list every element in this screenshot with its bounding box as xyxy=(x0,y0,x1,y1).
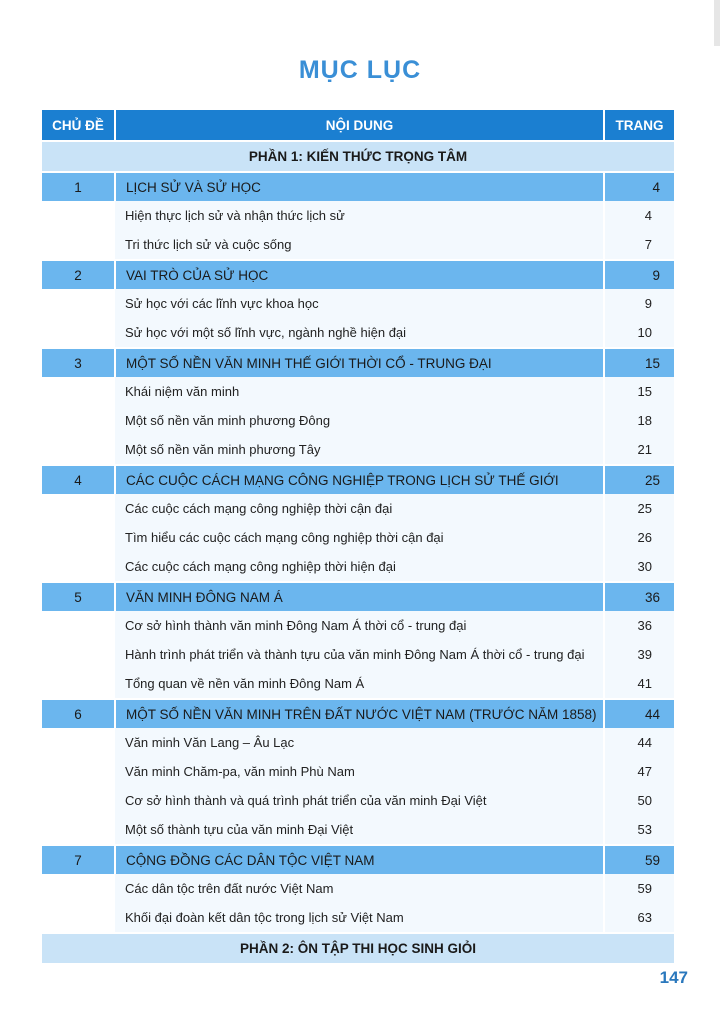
item-title: Cơ sở hình thành và quá trình phát triển của văn minh Đại Việt xyxy=(115,786,604,815)
item-row[interactable] xyxy=(42,640,674,669)
item-spacer xyxy=(42,494,115,523)
item-row[interactable] xyxy=(42,494,674,523)
item-title: Sử học với một số lĩnh vực, ngành nghề hiện đại xyxy=(115,318,604,348)
item-row[interactable] xyxy=(42,318,674,348)
header-content: NỘI DUNG xyxy=(115,110,604,141)
item-page: 9 xyxy=(604,289,674,318)
topic-page: 36 xyxy=(604,582,674,611)
item-page: 36 xyxy=(604,611,674,640)
header-topic: CHỦ ĐỀ xyxy=(42,110,115,141)
header-page: TRANG xyxy=(604,110,674,141)
item-spacer xyxy=(42,786,115,815)
item-page: 7 xyxy=(604,230,674,260)
item-page: 53 xyxy=(604,815,674,845)
item-page: 47 xyxy=(604,757,674,786)
item-row[interactable] xyxy=(42,903,674,933)
topic-page: 15 xyxy=(604,348,674,377)
part-2-row xyxy=(42,933,674,963)
item-row[interactable] xyxy=(42,377,674,406)
item-spacer xyxy=(42,552,115,582)
item-row[interactable] xyxy=(42,611,674,640)
part-1-row xyxy=(42,141,674,172)
item-page: 30 xyxy=(604,552,674,582)
topic-title: MỘT SỐ NỀN VĂN MINH TRÊN ĐẤT NƯỚC VIỆT NAM (TRƯỚC NĂM 1858) xyxy=(115,699,604,728)
item-title: Các cuộc cách mạng công nghiệp thời cận đại xyxy=(115,494,604,523)
item-title: Tri thức lịch sử và cuộc sống xyxy=(115,230,604,260)
item-title: Cơ sở hình thành văn minh Đông Nam Á thời cổ - trung đại xyxy=(115,611,604,640)
item-page: 44 xyxy=(604,728,674,757)
item-spacer xyxy=(42,903,115,933)
item-page: 63 xyxy=(604,903,674,933)
item-row[interactable] xyxy=(42,406,674,435)
item-page: 39 xyxy=(604,640,674,669)
table-of-contents xyxy=(42,110,674,963)
item-title: Hành trình phát triển và thành tựu của văn minh Đông Nam Á thời cổ - trung đại xyxy=(115,640,604,669)
item-row[interactable] xyxy=(42,201,674,230)
item-row[interactable] xyxy=(42,230,674,260)
topic-row[interactable] xyxy=(42,348,674,377)
item-spacer xyxy=(42,669,115,699)
topic-title: LỊCH SỬ VÀ SỬ HỌC xyxy=(115,172,604,201)
topic-number: 7 xyxy=(42,845,115,874)
item-page: 59 xyxy=(604,874,674,903)
item-row[interactable] xyxy=(42,786,674,815)
item-title: Một số nền văn minh phương Tây xyxy=(115,435,604,465)
topic-page: 25 xyxy=(604,465,674,494)
item-page: 25 xyxy=(604,494,674,523)
item-title: Các dân tộc trên đất nước Việt Nam xyxy=(115,874,604,903)
item-page: 10 xyxy=(604,318,674,348)
item-row[interactable] xyxy=(42,815,674,845)
topic-number: 4 xyxy=(42,465,115,494)
item-row[interactable] xyxy=(42,523,674,552)
topic-number: 5 xyxy=(42,582,115,611)
item-title: Khối đại đoàn kết dân tộc trong lịch sử Việt Nam xyxy=(115,903,604,933)
item-spacer xyxy=(42,815,115,845)
item-spacer xyxy=(42,201,115,230)
topic-page: 9 xyxy=(604,260,674,289)
item-page: 50 xyxy=(604,786,674,815)
item-row[interactable] xyxy=(42,669,674,699)
topic-row[interactable] xyxy=(42,699,674,728)
item-row[interactable] xyxy=(42,435,674,465)
topic-title: CỘNG ĐỒNG CÁC DÂN TỘC VIỆT NAM xyxy=(115,845,604,874)
item-title: Khái niệm văn minh xyxy=(115,377,604,406)
topic-number: 1 xyxy=(42,172,115,201)
table-header-row xyxy=(42,110,674,141)
item-page: 4 xyxy=(604,201,674,230)
item-title: Các cuộc cách mạng công nghiệp thời hiện đại xyxy=(115,552,604,582)
item-page: 15 xyxy=(604,377,674,406)
item-spacer xyxy=(42,435,115,465)
item-row[interactable] xyxy=(42,728,674,757)
topic-number: 2 xyxy=(42,260,115,289)
item-title: Một số nền văn minh phương Đông xyxy=(115,406,604,435)
topic-row[interactable] xyxy=(42,465,674,494)
item-title: Một số thành tựu của văn minh Đại Việt xyxy=(115,815,604,845)
item-page: 21 xyxy=(604,435,674,465)
item-spacer xyxy=(42,523,115,552)
topic-page: 4 xyxy=(604,172,674,201)
item-title: Tổng quan về nền văn minh Đông Nam Á xyxy=(115,669,604,699)
topic-title: MỘT SỐ NỀN VĂN MINH THẾ GIỚI THỜI CỔ - TRUNG ĐẠI xyxy=(115,348,604,377)
item-row[interactable] xyxy=(42,289,674,318)
topic-title: CÁC CUỘC CÁCH MẠNG CÔNG NGHIỆP TRONG LỊCH SỬ THẾ GIỚI xyxy=(115,465,604,494)
item-page: 18 xyxy=(604,406,674,435)
topic-row[interactable] xyxy=(42,172,674,201)
part-1-label: PHẦN 1: KIẾN THỨC TRỌNG TÂM xyxy=(42,141,674,172)
item-spacer xyxy=(42,318,115,348)
item-page: 41 xyxy=(604,669,674,699)
topic-number: 6 xyxy=(42,699,115,728)
item-title: Văn minh Chăm-pa, văn minh Phù Nam xyxy=(115,757,604,786)
topic-title: VAI TRÒ CỦA SỬ HỌC xyxy=(115,260,604,289)
item-spacer xyxy=(42,728,115,757)
page-edge-mark xyxy=(714,0,720,46)
item-spacer xyxy=(42,377,115,406)
topic-page: 44 xyxy=(604,699,674,728)
item-row[interactable] xyxy=(42,874,674,903)
item-spacer xyxy=(42,874,115,903)
topic-page: 59 xyxy=(604,845,674,874)
topic-title: VĂN MINH ĐÔNG NAM Á xyxy=(115,582,604,611)
item-title: Hiện thực lịch sử và nhận thức lịch sử xyxy=(115,201,604,230)
item-spacer xyxy=(42,406,115,435)
item-title: Sử học với các lĩnh vực khoa học xyxy=(115,289,604,318)
item-row[interactable] xyxy=(42,552,674,582)
page-title: MỤC LỤC xyxy=(298,56,422,84)
item-page: 26 xyxy=(604,523,674,552)
item-spacer xyxy=(42,611,115,640)
topic-row[interactable] xyxy=(42,260,674,289)
topic-number: 3 xyxy=(42,348,115,377)
item-row[interactable] xyxy=(42,757,674,786)
item-title: Tìm hiểu các cuộc cách mạng công nghiệp thời cận đại xyxy=(115,523,604,552)
topic-row[interactable] xyxy=(42,845,674,874)
item-title: Văn minh Văn Lang – Âu Lạc xyxy=(115,728,604,757)
item-spacer xyxy=(42,230,115,260)
item-spacer xyxy=(42,289,115,318)
item-spacer xyxy=(42,640,115,669)
item-spacer xyxy=(42,757,115,786)
part-2-label: PHẦN 2: ÔN TẬP THI HỌC SINH GIỎI xyxy=(42,933,674,963)
page-number: 147 xyxy=(659,968,688,987)
topic-row[interactable] xyxy=(42,582,674,611)
